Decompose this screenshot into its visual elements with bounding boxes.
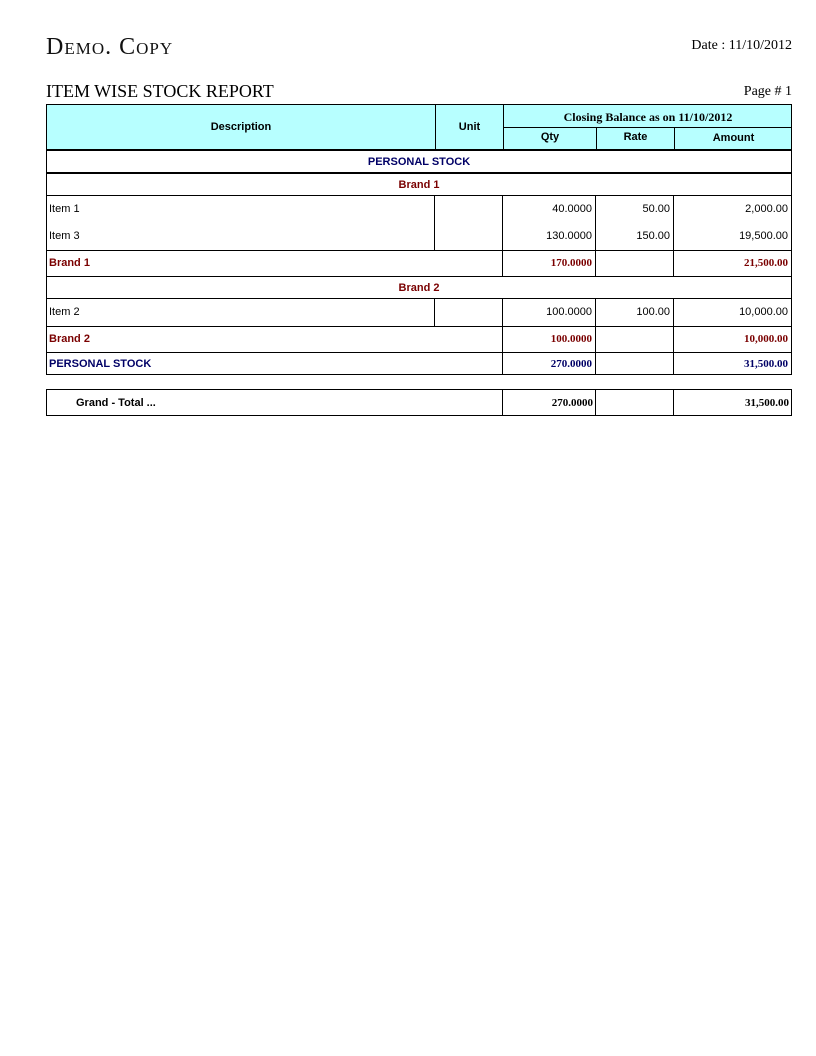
group-total-label: PERSONAL STOCK [49, 358, 152, 370]
item-rate: 50.00 [642, 203, 670, 215]
item-amount: 19,500.00 [739, 230, 788, 242]
brand-header: Brand 2 [398, 282, 440, 294]
brand-total-label: Brand 1 [49, 257, 90, 269]
item-description: Item 3 [49, 230, 80, 242]
item-rate: 100.00 [636, 306, 670, 318]
column-amount: Amount [712, 132, 755, 144]
brand-total-amount: 21,500.00 [744, 257, 788, 269]
column-rate: Rate [623, 131, 648, 143]
item-description: Item 2 [49, 306, 80, 318]
group-total-qty: 270.0000 [550, 358, 592, 370]
brand-total-label: Brand 2 [49, 333, 90, 345]
item-qty: 40.0000 [552, 203, 592, 215]
item-qty: 100.0000 [546, 306, 592, 318]
grand-total-qty: 270.0000 [551, 397, 593, 409]
report-date: Date : 11/10/2012 [691, 38, 792, 53]
grand-total-label: Grand - Total ... [76, 397, 156, 409]
brand-total-qty: 100.0000 [550, 333, 592, 345]
column-unit: Unit [458, 121, 481, 133]
item-description: Item 1 [49, 203, 80, 215]
group-total-amount: 31,500.00 [744, 358, 788, 370]
item-qty: 130.0000 [546, 230, 592, 242]
column-description: Description [210, 121, 272, 133]
grand-total-row [46, 389, 792, 416]
report-title: ITEM WISE STOCK REPORT [46, 81, 274, 101]
group-header: PERSONAL STOCK [367, 156, 471, 168]
column-closing-balance: Closing Balance as on 11/10/2012 [563, 110, 733, 124]
grand-total-amount: 31,500.00 [745, 397, 789, 409]
brand-total-qty: 170.0000 [550, 257, 592, 269]
item-amount: 2,000.00 [745, 203, 788, 215]
brand-total-amount: 10,000.00 [744, 333, 788, 345]
item-amount: 10,000.00 [739, 306, 788, 318]
table-header [46, 104, 792, 150]
column-qty: Qty [540, 131, 560, 143]
company-name: Demo. Copy [46, 34, 174, 60]
page-number: Page # 1 [743, 84, 792, 99]
brand-header: Brand 1 [398, 179, 440, 191]
item-rate: 150.00 [636, 230, 670, 242]
